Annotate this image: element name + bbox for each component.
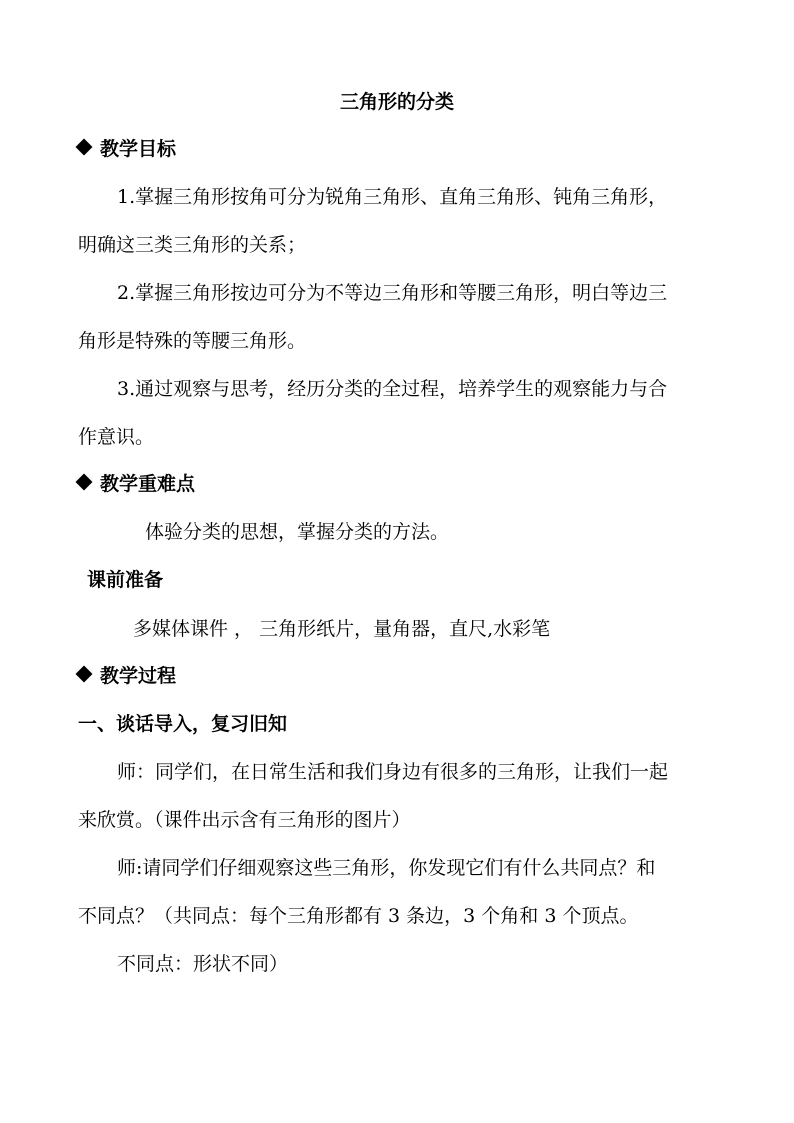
paragraph-2-line-2: 不同点？（共同点：每个三角形都有 3 条边，3 个角和 3 个顶点。	[78, 905, 639, 927]
paragraph-2-line-1: 师:请同学们仔细观察这些三角形，你发现它们有什么共同点？和	[117, 857, 656, 879]
paragraph-1-line-1: 师：同学们，在日常生活和我们身边有很多的三角形，让我们一起	[117, 761, 669, 783]
objective-1-line-2: 明确这三类三角形的关系；	[78, 234, 307, 256]
objective-1-line-1: 1.掌握三角形按角可分为锐角三角形、直角三角形、钝角三角形，	[117, 186, 668, 208]
paragraph-1-line-2: 来欣赏。（课件出示含有三角形的图片）	[78, 809, 411, 831]
keypoints-text: 体验分类的思想，掌握分类的方法。	[145, 521, 450, 543]
objectives-heading	[78, 137, 176, 161]
paragraph-3-line-1: 不同点：形状不同）	[117, 953, 289, 975]
objective-3-line-2: 作意识。	[78, 426, 155, 448]
keypoints-heading-text: 教学重难点	[100, 473, 196, 495]
diamond-bullet-icon	[76, 474, 93, 491]
process-heading-text: 教学过程	[100, 665, 177, 687]
objective-2-line-2: 角形是特殊的等腰三角形。	[78, 330, 307, 352]
part-1-heading: 一、谈话导入，复习旧知	[78, 713, 288, 735]
objective-2-line-1: 2.掌握三角形按边可分为不等边三角形和等腰三角形，明白等边三	[117, 282, 668, 304]
preparation-text: 多媒体课件 ， 三角形纸片，量角器，直尺,水彩笔	[133, 618, 551, 640]
diamond-bullet-icon	[76, 666, 93, 683]
document-title: 三角形的分类	[339, 91, 454, 113]
keypoints-heading	[78, 472, 195, 496]
process-heading	[78, 664, 176, 688]
preparation-heading: 课前准备	[87, 569, 164, 591]
diamond-bullet-icon	[76, 139, 93, 156]
objectives-heading-text: 教学目标	[100, 138, 177, 160]
objective-3-line-1: 3.通过观察与思考，经历分类的全过程，培养学生的观察能力与合	[117, 378, 668, 400]
